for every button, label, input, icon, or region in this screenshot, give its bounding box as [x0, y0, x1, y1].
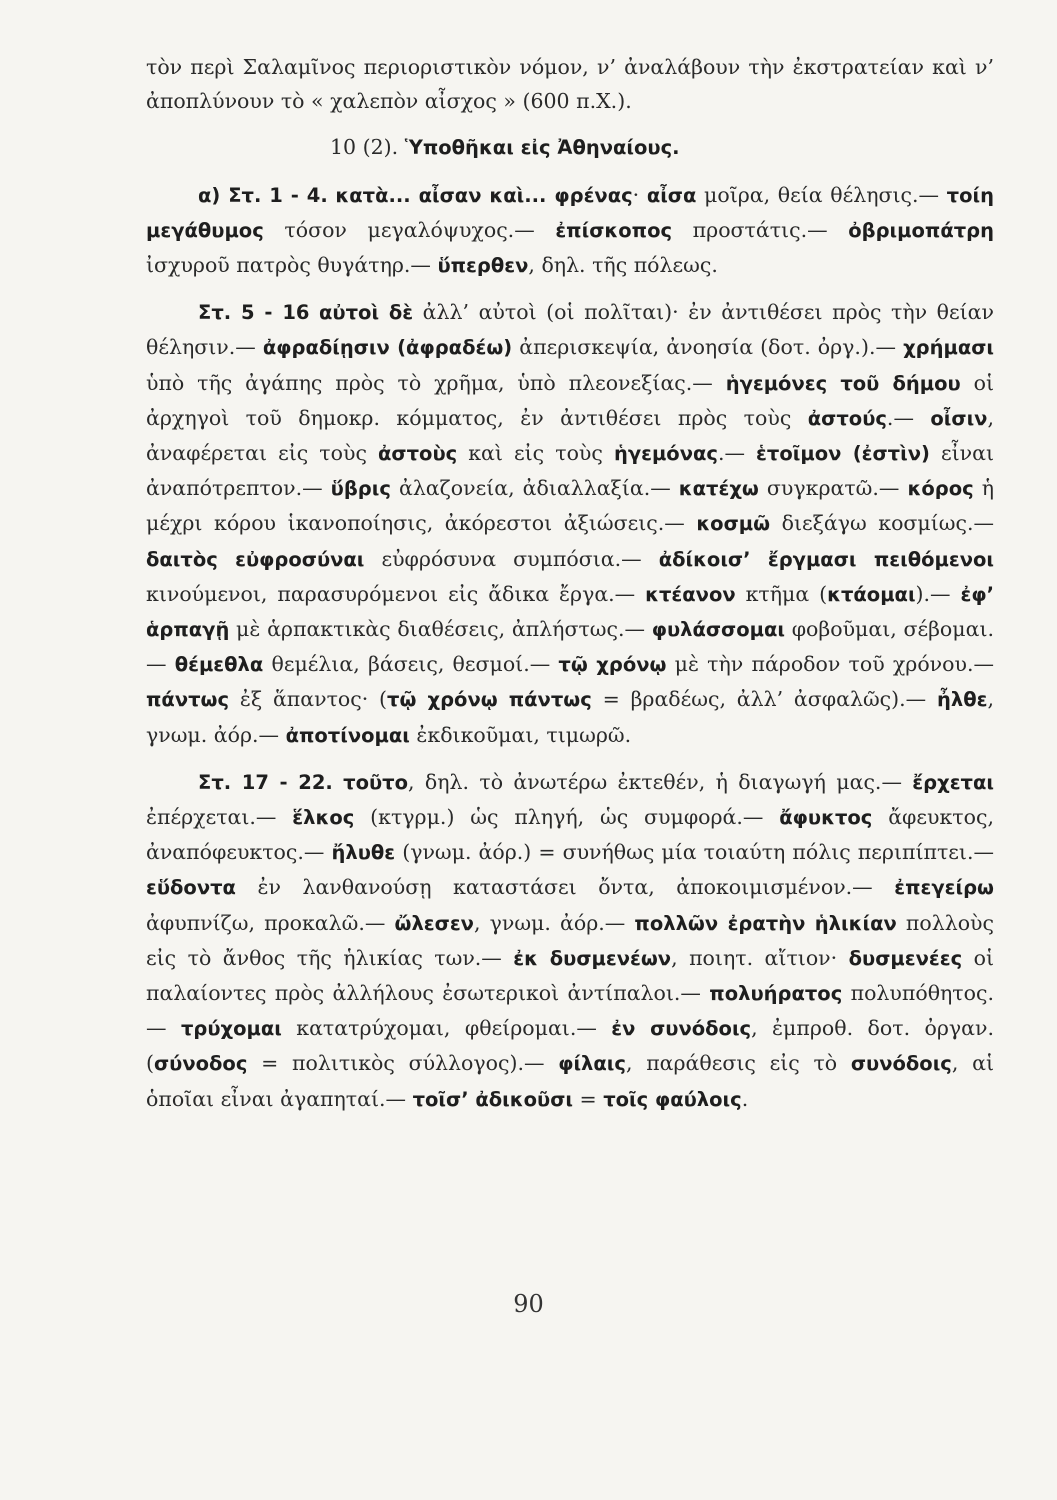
- gloss: θεμέλια, βάσεις, θεσμοί.—: [263, 652, 559, 677]
- lemma: τρύχομαι: [180, 1017, 282, 1041]
- lemma: δυσμενέες: [848, 946, 963, 970]
- gloss: , ἐμπροθ. δοτ. ὀργαν. (: [146, 1016, 994, 1076]
- lemma: κόρος: [907, 477, 974, 501]
- lemma: σύνοδος: [154, 1052, 248, 1076]
- gloss: φοβοῦμαι, σέβομαι.—: [146, 617, 994, 677]
- gloss: ἐξ ἅπαντος· (: [229, 687, 388, 712]
- gloss: (κτγρμ.) ὡς πληγή, ὡς συμφορά.—: [354, 805, 780, 830]
- lemma: πολυήρατος: [709, 982, 843, 1006]
- gloss: ἡ μέχρι κόρου ἱκανοποίησις, ἀκόρεστοι ἀξιώσεις.—: [146, 476, 994, 536]
- lemma: πολλῶν ἐρατὴν ἡλικίαν: [634, 911, 897, 935]
- section-heading: [146, 130, 994, 165]
- gloss: (γνωμ. ἀόρ.) = συνήθως μία τοιαύτη πόλις περιπίπτει.—: [395, 840, 994, 865]
- lemma: ἀδίκοισ’ ἔργμασι πειθόμενοι: [658, 547, 994, 571]
- gloss: πολυπόθητος.—: [146, 981, 994, 1041]
- gloss: ἀλλ’ αὐτοὶ (οἱ πολῖται)· ἐν ἀντιθέσει πρὸς τὴν θείαν θέλησιν.—: [146, 300, 994, 360]
- gloss: ἀλαζονεία, ἀδιαλλαξία.—: [390, 476, 679, 501]
- lemma: ἐπεγείρω: [894, 876, 994, 900]
- lemma: δαιτὸς εὐφροσύναι: [146, 547, 365, 571]
- lemma: ἑτοῖμον (ἐστὶν): [756, 442, 930, 466]
- gloss: κινούμενοι, παρασυρόμενοι εἰς ἄδικα ἔργα.—: [146, 581, 646, 606]
- gloss: ·: [632, 182, 647, 207]
- gloss: = πολιτικὸς σύλλογος).—: [247, 1051, 559, 1076]
- gloss: , αἱ ὁποῖαι εἶναι ἀγαπηταί.—: [146, 1051, 994, 1111]
- lemma: τῷ χρόνῳ πάντως: [387, 688, 592, 712]
- gloss: ).—: [915, 581, 961, 606]
- gloss: ἐπέρχεται.—: [146, 805, 293, 830]
- gloss: , ἀναφέρεται εἰς τοὺς: [146, 405, 994, 466]
- gloss: εὐφρόσυνα συμπόσια.—: [364, 546, 659, 571]
- paragraph-b: [146, 295, 994, 753]
- lemma: ὕπερθεν: [437, 254, 529, 278]
- gloss: μοῖρα, θεία θέλησις.—: [696, 182, 947, 207]
- lemma: ἀφραδίῃσιν (ἀφραδέω): [262, 336, 513, 360]
- lemma: ἀστούς: [807, 406, 887, 430]
- para-c-label: Στ. 17 - 22.: [198, 770, 333, 794]
- lemma: τοῦτο: [343, 770, 409, 794]
- lemma: κατὰ... αἶσαν καὶ... φρένας: [335, 183, 633, 207]
- gloss: , δηλ. τὸ ἀνωτέρω ἐκτεθέν, ἡ διαγωγή μας.—: [408, 769, 913, 794]
- para-b-label: Στ. 5 - 16: [198, 301, 310, 325]
- gloss: , γνωμ. ἀόρ.—: [473, 910, 635, 935]
- gloss: =: [572, 1086, 604, 1111]
- lemma: συνόδοις: [850, 1052, 952, 1076]
- gloss: τόσον μεγαλόψυχος.—: [263, 217, 556, 242]
- lemma: ἡγεμόνες τοῦ δήμου: [725, 371, 961, 395]
- gloss: προστάτις.—: [672, 217, 849, 242]
- gloss: , παράθεσις εἰς τὸ: [625, 1051, 851, 1076]
- gloss: συγκρατῶ.—: [758, 476, 908, 501]
- lemma: τοῖς φαύλοις: [603, 1087, 742, 1111]
- gloss: οἱ ἀρχηγοὶ τοῦ δημοκρ. κόμματος, ἐν ἀντιθέσει πρὸς τοὺς: [146, 370, 994, 430]
- para-a-label: α) Στ. 1 - 4.: [198, 183, 328, 207]
- lemma: χρήμασι: [903, 336, 995, 360]
- gloss: ἄφευκτος, ἀναπόφευκτος.—: [146, 805, 994, 865]
- lemma: ἐν συνόδοις: [611, 1017, 752, 1041]
- gloss: μὲ ἁρπακτικὰς διαθέσεις, ἀπλήστως.—: [229, 617, 652, 642]
- gloss: , ποιητ. αἴτιον·: [671, 945, 849, 970]
- lemma: ἕλκος: [292, 806, 355, 830]
- commentary-text: [146, 50, 994, 1117]
- gloss: ἀφυπνίζω, προκαλῶ.—: [146, 910, 395, 935]
- lemma: θέμεθλα: [174, 653, 264, 677]
- lemma: φίλαις: [558, 1052, 626, 1076]
- gloss: πολλοὺς εἰς τὸ ἄνθος τῆς ἡλικίας των.—: [146, 910, 994, 970]
- lemma: ὀβριμοπάτρη: [848, 218, 994, 242]
- intro-paragraph: [146, 50, 994, 118]
- lemma: ὤλεσεν: [394, 911, 474, 935]
- gloss: κτῆμα (: [735, 581, 828, 606]
- lemma: τῷ χρόνῳ: [558, 653, 667, 677]
- lemma: φυλάσσομαι: [651, 618, 785, 642]
- paragraph-a: [146, 178, 994, 284]
- gloss: ἐκδικοῦμαι, τιμωρῶ.: [409, 722, 632, 747]
- lemma: ὕβρις: [330, 477, 391, 501]
- lemma: ἄφυκτος: [779, 806, 873, 830]
- gloss: ἰσχυροῦ πατρὸς θυγάτηρ.—: [146, 253, 438, 278]
- page-number: 90: [513, 1290, 544, 1318]
- gloss: .: [741, 1086, 749, 1111]
- gloss: , δηλ. τῆς πόλεως.: [528, 253, 718, 278]
- gloss: ἐν λανθανούσῃ καταστάσει ὄντα, ἀποκοιμισμένον.—: [235, 875, 895, 900]
- lemma: πάντως: [146, 688, 230, 712]
- gloss: .—: [886, 405, 931, 430]
- gloss: οἱ παλαίοντες πρὸς ἀλλήλους ἐσωτερικοὶ ἀντίπαλοι.—: [146, 945, 994, 1006]
- lemma: οἶσιν: [930, 406, 988, 430]
- gloss: = βραδέως, ἀλλ’ ἀσφαλῶς).—: [591, 687, 937, 712]
- lemma: αἶσα: [646, 183, 697, 207]
- gloss: ἀπερισκεψία, ἀνοησία (δοτ. ὀργ.).—: [512, 335, 904, 360]
- lemma: τοίη μεγάθυμος: [146, 183, 994, 242]
- lemma: κτέανον: [645, 582, 736, 606]
- paragraph-c: [146, 765, 994, 1117]
- lemma: ἐπίσκοπος: [555, 218, 673, 242]
- lemma: κατέχω: [678, 477, 759, 501]
- intro-line-2: καὶ ν’ ἀποπλύνουν τὸ « χαλεπὸν αἶσχος » (600 π.Χ.).: [146, 55, 994, 114]
- lemma: ἡγεμόνας: [613, 442, 718, 466]
- intro-line-1: τὸν περὶ Σαλαμῖνος περιοριστικὸν νόμον, ν’ ἀναλάβουν τὴν ἐκστρατείαν: [146, 55, 924, 79]
- heading-number: 10 (2).: [330, 135, 399, 160]
- lemma: ἔρχεται: [912, 770, 994, 794]
- lemma: ἀποτίνομαι: [285, 723, 410, 747]
- gloss: μὲ τὴν πάροδον τοῦ χρόνου.—: [666, 652, 994, 677]
- lemma: ἀστοὺς: [378, 442, 458, 466]
- gloss: , γνωμ. ἀόρ.—: [146, 687, 994, 747]
- lemma: ἤλυθε: [331, 841, 396, 865]
- lemma: εὕδοντα: [146, 876, 236, 900]
- lemma: ἐφ’ ἁρπαγῇ: [146, 582, 995, 642]
- lemma: ἐκ δυσμενέων: [513, 946, 672, 970]
- gloss: .—: [717, 441, 757, 466]
- lemma: ἦλθε: [936, 688, 988, 712]
- lemma: κτάομαι: [827, 582, 916, 606]
- gloss: καὶ εἰς τοὺς: [457, 441, 614, 466]
- gloss: ὑπὸ τῆς ἀγάπης πρὸς τὸ χρῆμα, ὑπὸ πλεονεξίας.—: [146, 370, 726, 395]
- lemma: κοσμῶ: [696, 512, 771, 536]
- lemma: τοῖσ’ ἀδικοῦσι: [412, 1087, 573, 1111]
- gloss: κατατρύχομαι, φθείρομαι.—: [281, 1016, 612, 1041]
- gloss: διεξάγω κοσμίως.—: [770, 511, 994, 536]
- gloss: εἶναι ἀναπότρεπτον.—: [146, 441, 994, 501]
- lemma: αὐτοὶ δὲ: [319, 301, 414, 325]
- heading-title: Ὑποθῆκαι εἰς Ἀθηναίους.: [404, 136, 680, 160]
